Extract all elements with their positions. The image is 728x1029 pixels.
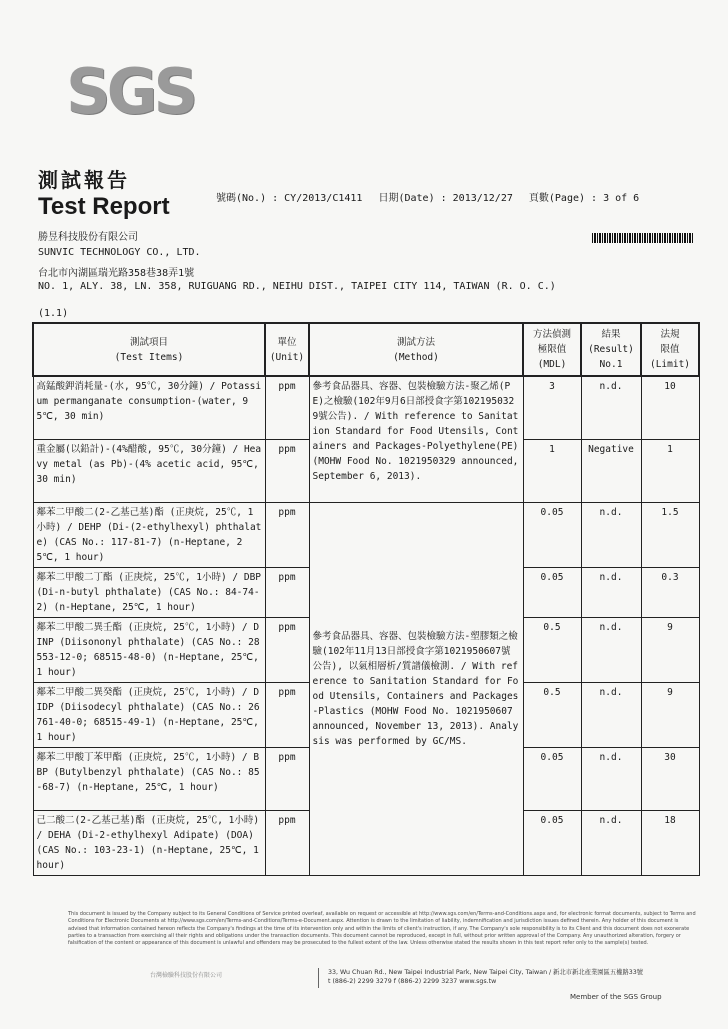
footer-divider	[318, 968, 319, 988]
result-value: Negative	[581, 439, 641, 502]
result-value: n.d.	[581, 502, 641, 567]
result-value: n.d.	[581, 682, 641, 747]
company-address-en: NO. 1, ALY. 38, LN. 358, RUIGUANG RD., NEIHU DIST., TAIPEI CITY 114, TAIWAN (R. O. C.)	[38, 281, 556, 292]
company-address-zh: 台北市內湖區瑞光路358巷38弄1號	[38, 268, 195, 279]
test-item: 鄰苯二甲酸二異壬酯 (正庚烷, 25℃, 1小時) / DINP (Diisononyl phthalate) (CAS No.: 28553-12-0; 68515-48-0) (n-Heptane, 25℃, 1 hour)	[33, 617, 265, 682]
company-name-en: SUNVIC TECHNOLOGY CO., LTD.	[38, 247, 201, 258]
mdl-value: 0.5	[523, 617, 581, 682]
footer-company-zh: 台灣檢驗科技股份有限公司	[150, 972, 223, 979]
test-item: 鄰苯二甲酸二丁酯 (正庚烷, 25℃, 1小時) / DBP (Di-n-butyl phthalate) (CAS No.: 84-74-2) (n-Heptane, 25℃, 1 hour)	[33, 567, 265, 617]
report-meta	[216, 189, 649, 204]
limit-value: 30	[641, 747, 699, 810]
header-unit: 單位 (Unit)	[265, 323, 309, 376]
result-value: n.d.	[581, 810, 641, 875]
test-item: 鄰苯二甲酸丁苯甲酯 (正庚烷, 25℃, 1小時) / BBP (Butylbenzyl phthalate) (CAS No.: 85-68-7) (n-Heptane, 25℃, 1 hour)	[33, 747, 265, 810]
unit-value: ppm	[265, 682, 309, 747]
header-limit: 法規 限值 (Limit)	[641, 323, 699, 376]
unit-value: ppm	[265, 567, 309, 617]
method-plastics: 參考食品器具、容器、包裝檢驗方法-塑膠類之檢驗(102年11月13日部授食字第1021950607號公告), 以氣相層析/質譜儀檢測. / With reference to Sanitation Standard for Food Utensils, Containers and Packages-Plastics (MOHW Food No. 1021950607 announced, November 13, 2013). Analysis was performed by GC/MS.	[309, 502, 523, 875]
unit-value: ppm	[265, 376, 309, 439]
test-item: 己二酸二(2-乙基己基)酯 (正庚烷, 25℃, 1小時) / DEHA (Di-2-ethylhexyl Adipate) (DOA) (CAS No.: 103-23-1) (n-Heptane, 25℃, 1 hour)	[33, 810, 265, 875]
limit-value: 9	[641, 617, 699, 682]
limit-value: 0.3	[641, 567, 699, 617]
report-title-en: Test Report	[38, 193, 170, 220]
mdl-value: 0.05	[523, 810, 581, 875]
table-row	[33, 502, 699, 567]
header-test-items: 測試項目 (Test Items)	[33, 323, 265, 376]
sgs-member-note: Member of the SGS Group	[570, 993, 662, 1001]
test-item: 重金屬(以鉛計)-(4%醋酸, 95℃, 30分鐘) / Heavy metal (as Pb)-(4% acetic acid, 95℃, 30 min)	[33, 439, 265, 502]
unit-value: ppm	[265, 439, 309, 502]
limit-value: 1.5	[641, 502, 699, 567]
unit-value: ppm	[265, 810, 309, 875]
mdl-value: 0.05	[523, 747, 581, 810]
test-item: 高錳酸鉀消耗量-(水, 95℃, 30分鐘) / Potassium permanganate consumption-(water, 95℃, 30 min)	[33, 376, 265, 439]
unit-value: ppm	[265, 617, 309, 682]
result-value: n.d.	[581, 376, 641, 439]
mdl-value: 0.05	[523, 502, 581, 567]
unit-value: ppm	[265, 747, 309, 810]
barcode	[592, 233, 694, 243]
footer-contact	[328, 968, 643, 986]
report-title-zh: 測試報告	[38, 168, 130, 192]
result-value: n.d.	[581, 617, 641, 682]
disclaimer: This document is issued by the Company subject to its General Conditions of Service printed overleaf, available on request or accessible at http://www.sgs.com/en/Terms-and-Conditions.aspx and, for electronic format documents, subject to Terms and Conditions for Electronic Documents at http://www.sgs.com/en/Terms-and-Conditions/Terms-e-Document.aspx. Attention is drawn to the limitation of liability, indemnification and jurisdiction issues defined therein. Any holder of this document is advised that information contained hereon reflects the Company's findings at the time of its intervention only and within the limits of client's instruction, if any. The Company's sole responsibility is to its Client and this document does not exonerate parties to a transaction from exercising all their rights and obligations under the transaction documents. This document cannot be reproduced, except in full, without prior written approval of the Company. Any unauthorized alteration, forgery or falsification of the content or appearance of this document is unlawful and offenders may be prosecuted to the fullest extent of the law. Unless otherwise stated the results shown in this test report refer only to the sample(s) tested.	[68, 911, 696, 947]
mdl-value: 0.05	[523, 567, 581, 617]
unit-value: ppm	[265, 502, 309, 567]
method-pe: 參考食品器具、容器、包裝檢驗方法-聚乙烯(PE)之檢驗(102年9月6日部授食字第1021950329號公告). / With reference to Sanitation Standard for Food Utensils, Containers and Packages-Polyethylene(PE) (MOHW Food No. 1021950329 announced, September 6, 2013).	[309, 376, 523, 502]
limit-value: 18	[641, 810, 699, 875]
report-date: 日期(Date) : 2013/12/27	[378, 193, 513, 204]
sgs-logo: SGS	[66, 55, 195, 128]
result-value: n.d.	[581, 747, 641, 810]
company-name-zh: 勝昱科技股份有限公司	[38, 232, 138, 243]
header-mdl: 方法偵測 極限值 (MDL)	[523, 323, 581, 376]
table-row	[33, 376, 699, 439]
report-number: 號碼(No.) : CY/2013/C1411	[216, 193, 363, 204]
mdl-value: 3	[523, 376, 581, 439]
test-item: 鄰苯二甲酸二異癸酯 (正庚烷, 25℃, 1小時) / DIDP (Diisodecyl phthalate) (CAS No.: 26761-40-0; 68515-49-1) (n-Heptane, 25℃, 1 hour)	[33, 682, 265, 747]
header-result: 結果 (Result) No.1	[581, 323, 641, 376]
limit-value: 1	[641, 439, 699, 502]
limit-value: 9	[641, 682, 699, 747]
report-page: 頁數(Page) : 3 of 6	[528, 193, 640, 204]
mdl-value: 0.5	[523, 682, 581, 747]
footer-phone: t (886-2) 2299 3279 f (886-2) 2299 3237 www.sgs.tw	[328, 978, 497, 985]
result-value: n.d.	[581, 567, 641, 617]
test-item: 鄰苯二甲酸二(2-乙基己基)酯 (正庚烷, 25℃, 1小時) / DEHP (Di-(2-ethylhexyl) phthalate) (CAS No.: 117-81-7) (n-Heptane, 25℃, 1 hour)	[33, 502, 265, 567]
results-table	[32, 322, 700, 876]
section-number: (1.1)	[38, 308, 69, 319]
limit-value: 10	[641, 376, 699, 439]
mdl-value: 1	[523, 439, 581, 502]
header-method: 測試方法 (Method)	[309, 323, 523, 376]
footer-address: 33, Wu Chuan Rd., New Taipei Industrial Park, New Taipei City, Taiwan / 新北市新北產業園區五權路33號	[328, 969, 644, 976]
